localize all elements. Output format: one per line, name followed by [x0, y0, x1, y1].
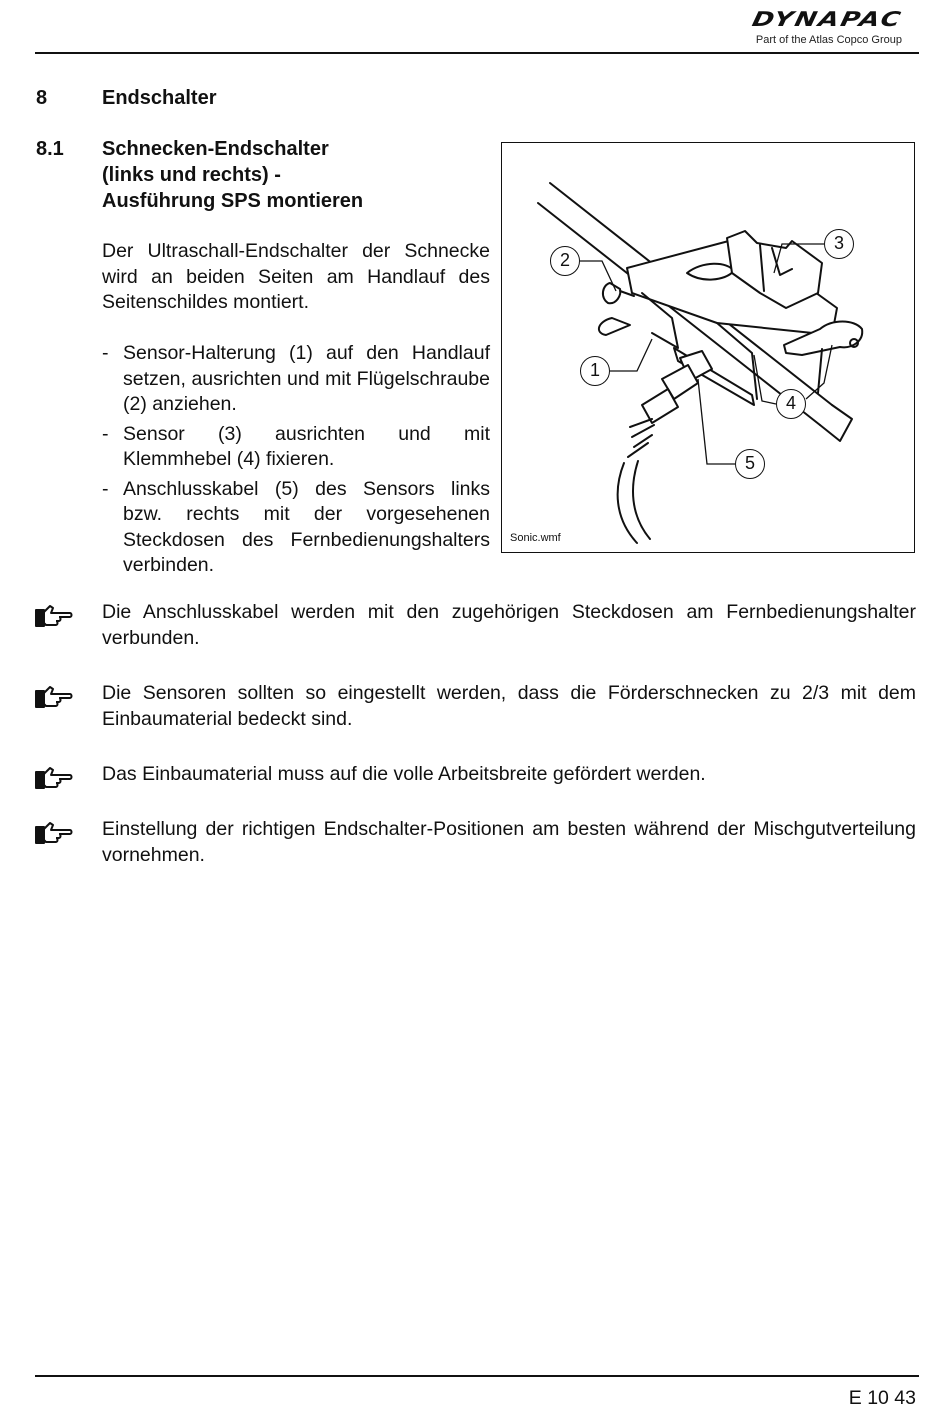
footer-divider — [35, 1375, 919, 1377]
brand-logo — [682, 8, 904, 46]
list-item — [102, 341, 490, 418]
intro-paragraph: Der Ultraschall-Endschalter der Schnecke wird an beiden Seiten am Handlauf des Seitenschildes montiert. — [102, 240, 490, 313]
note-text: Das Einbaumaterial muss auf die volle Arbeitsbreite gefördert werden. — [102, 763, 706, 785]
note-text: Einstellung der richtigen Endschalter-Positionen am besten während der Mischgutverteilung vornehmen. — [102, 818, 916, 866]
pointing-hand-icon — [34, 683, 74, 709]
pointing-hand-icon — [34, 819, 74, 845]
callout-5: 5 — [735, 449, 765, 479]
note-text: Die Sensoren sollten so eingestellt werden, dass die Förderschnecken zu 2/3 mit dem Einbaumaterial bedeckt sind. — [102, 682, 916, 730]
list-item-text: Sensor-Halterung (1) auf den Handlauf setzen, ausrichten und mit Flügelschraube (2) anziehen. — [123, 342, 490, 415]
list-item — [102, 477, 490, 579]
callout-4: 4 — [776, 389, 806, 419]
callout-2: 2 — [550, 246, 580, 276]
figure-caption: Sonic.wmf — [510, 532, 561, 544]
callout-1: 1 — [580, 356, 610, 386]
subsection-title — [102, 136, 363, 214]
page-number: E 10 43 — [848, 1387, 916, 1409]
section-number: 8 — [36, 87, 48, 109]
sensor-mount-figure — [501, 142, 915, 553]
subsection-title-line: Schnecken-Endschalter — [102, 138, 329, 160]
list-item — [102, 422, 490, 473]
list-item-text: Anschlusskabel (5) des Sensors links bzw. rechts mit der vorgesehenen Steckdosen des Fernbedienungshalters verbinden. — [123, 477, 490, 576]
list-dash: - — [102, 477, 109, 500]
logo-subtitle: Part of the Atlas Copco Group — [755, 34, 902, 46]
header-divider — [35, 52, 919, 54]
subsection-title-line: (links und rechts) - — [102, 164, 281, 186]
list-dash: - — [102, 342, 109, 364]
pointing-hand-icon — [34, 764, 74, 790]
subsection-title-line: Ausführung SPS montieren — [102, 190, 364, 212]
list-dash: - — [102, 422, 109, 445]
instruction-list — [102, 341, 490, 583]
note-text: Die Anschlusskabel werden mit den zugehörigen Steckdosen am Fernbedienungshalter verbunden. — [102, 601, 916, 649]
callout-3: 3 — [824, 229, 854, 259]
section-title: Endschalter — [102, 87, 217, 109]
subsection-number: 8.1 — [36, 138, 64, 160]
logo-wordmark: DYNAPAC — [749, 8, 904, 32]
sensor-mount-illustration — [502, 143, 914, 552]
list-item-text: Sensor (3) ausrichten und mit Klemmhebel (4) fixieren. — [123, 422, 490, 470]
pointing-hand-icon — [34, 602, 74, 628]
